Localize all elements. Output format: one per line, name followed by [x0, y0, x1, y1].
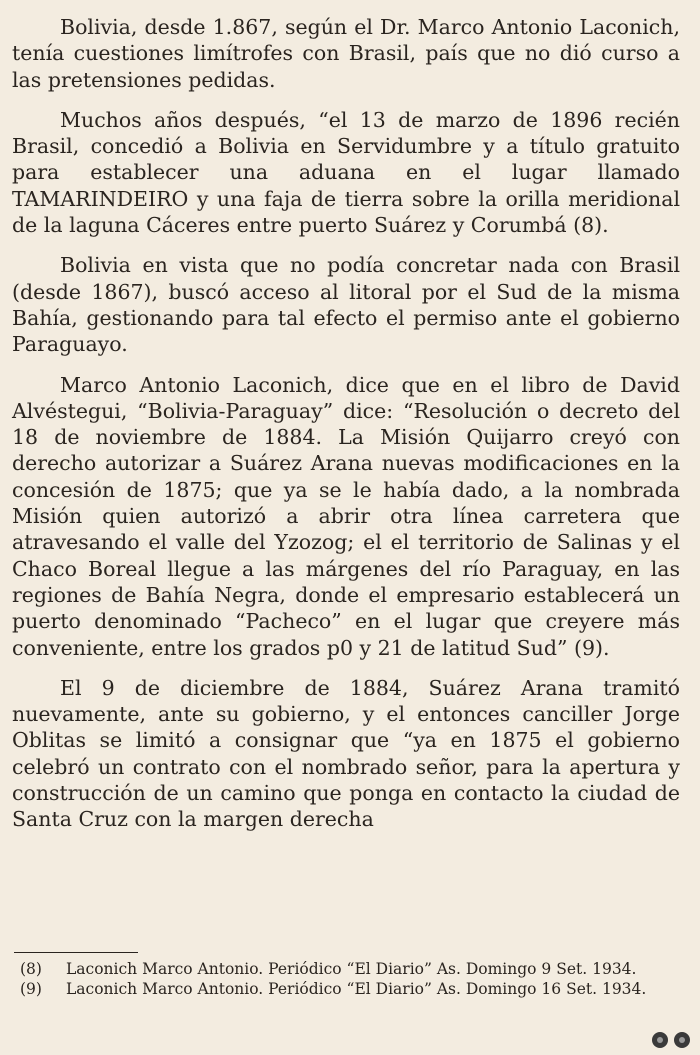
footnote-text: Laconich Marco Antonio. Periódico “El Diario” As. Domingo 16 Set. 1934. — [66, 980, 647, 998]
body-text — [12, 14, 680, 833]
footnote-text: Laconich Marco Antonio. Periódico “El Diario” As. Domingo 9 Set. 1934. — [66, 960, 637, 978]
footnotes — [20, 960, 680, 1000]
paragraph-1: Bolivia, desde 1.867, según el Dr. Marco Antonio Laconich, tenía cuestiones limítrofes con Brasil, país que no dió curso a las pretensiones pedidas. — [12, 15, 680, 92]
paragraph-5: El 9 de diciembre de 1884, Suárez Arana tramitó nuevamente, ante su gobierno, y el entonces canciller Jorge Oblitas se limitó a consignar que “ya en 1875 el gobierno celebró un contrato con el nombrado señor, para la apertura y construcción de un camino que ponga en contacto la ciudad de Santa Cruz con la margen derecha — [12, 675, 680, 832]
footnote-9 — [20, 980, 680, 998]
footnote-number: (9) — [20, 980, 42, 998]
paragraph-3: Bolivia en vista que no podía concretar nada con Brasil (desde 1867), buscó acceso al litoral por el Sud de la misma Bahía, gestionando para tal efecto el permiso ante el gobierno Paraguayo. — [12, 253, 680, 357]
footnote-8 — [20, 960, 680, 978]
footnote-divider — [14, 952, 138, 953]
paragraph-4: Marco Antonio Laconich, dice que en el libro de David Alvéstegui, “Bolivia-Paraguay” dice: “Resolución o decreto del 18 de noviembre de 1884. La Misión Quijarro creyó con derecho autorizar a Suárez Arana nuevas modificaciones en la concesión de 1875; que ya se le había dado, a la nombrada Misión quien autorizó a abrir otra línea carretera que atravesando el valle del Yzozog; el el territorio de Salinas y el Chaco Boreal llegue a las márgenes del río Paraguay, en las regiones de Bahía Negra, donde el empresario establecerá un puerto denominado “Pacheco” en el lugar que creyere más conveniente, entre los grados p0 y 21 de latitud Sud” (9). — [12, 372, 680, 660]
paragraph-2: Muchos años después, “el 13 de marzo de 1896 recién Brasil, concedió a Bolivia en Servidumbre y a título gratuito para establecer una aduana en el lugar llamado TAMARINDEIRO y una faja de tierra sobre la orilla meridional de la laguna Cáceres entre puerto Suárez y Corumbá (8). — [12, 107, 680, 238]
footnote-number: (8) — [20, 960, 42, 978]
archive-stamp-icon — [648, 1030, 696, 1050]
